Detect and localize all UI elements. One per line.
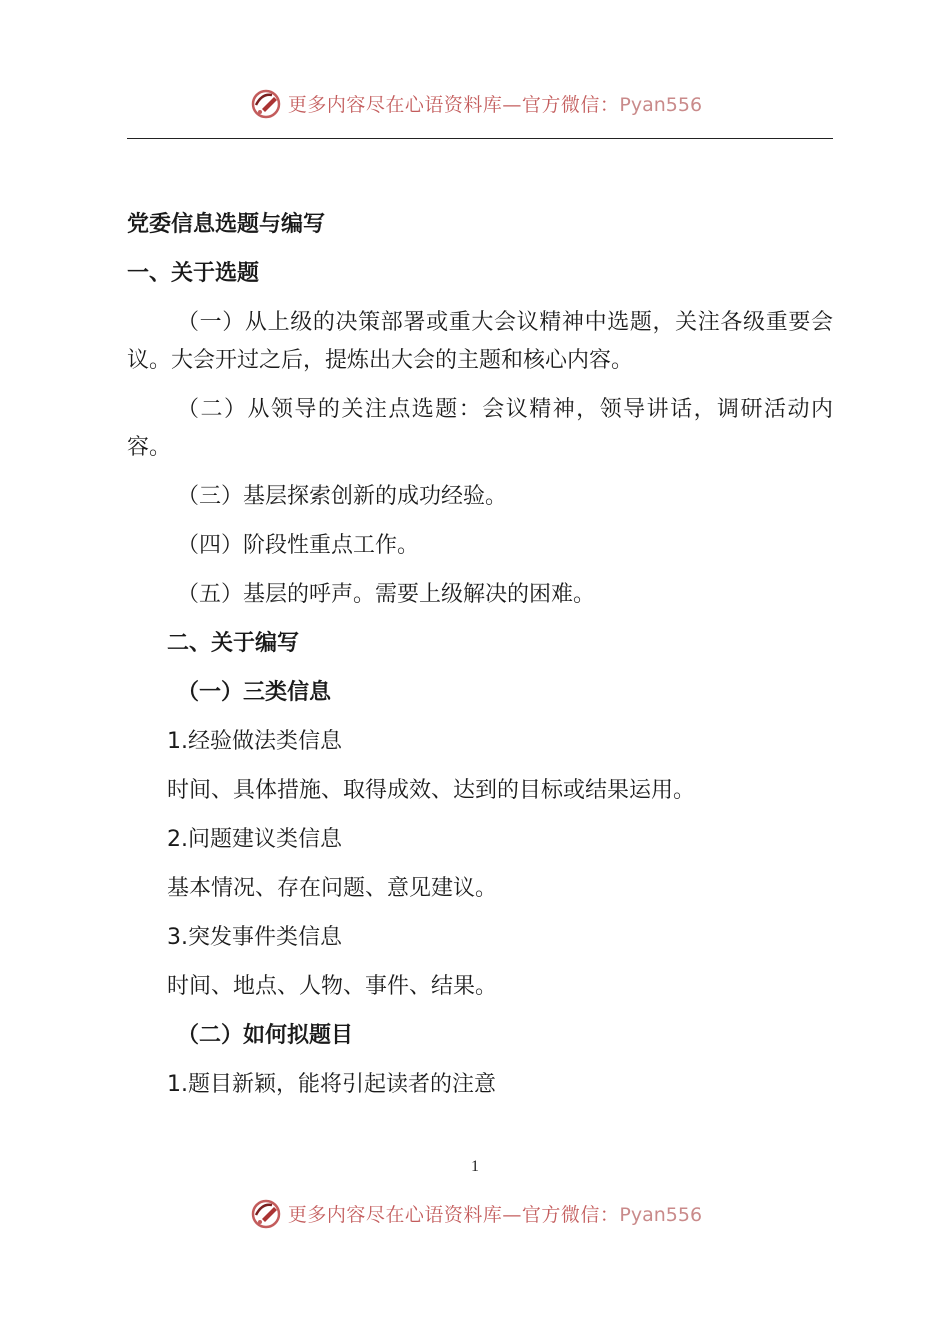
footer-wechat-id: Pyan556: [619, 1203, 703, 1226]
list-item-4: 1.题目新颖，能将引起读者的注意: [167, 1072, 496, 1097]
section-heading-1: 一、关于选题: [127, 261, 260, 286]
header-banner: [0, 81, 950, 125]
subheading-2: （二）如何拟题目: [177, 1023, 354, 1048]
footer-banner-text: [288, 1200, 702, 1227]
paragraph-1: （一）从上级的决策部署或重大会议精神中选题，关注各级重要会议。大会开过之后，提炼出大会的主题和核心内容。: [127, 310, 833, 373]
banner-content: [248, 85, 702, 121]
list-item-2: 2.问题建议类信息: [167, 827, 342, 852]
wechat-id: Pyan556: [619, 93, 703, 116]
footer-banner-label: 更多内容尽在心语资料库—官方微信：: [287, 1203, 620, 1226]
page-number: 1: [471, 1158, 479, 1175]
logo-icon: [248, 85, 284, 121]
list-item-3-desc: 时间、地点、人物、事件、结果。: [167, 974, 498, 999]
banner-label: 更多内容尽在心语资料库—官方微信：: [287, 93, 620, 116]
paragraph-3: （三）基层探索创新的成功经验。: [177, 484, 508, 509]
paragraph-4: （四）阶段性重点工作。: [177, 533, 420, 558]
list-item-1-desc: 时间、具体措施、取得成效、达到的目标或结果运用。: [167, 778, 696, 803]
document-body: [127, 206, 833, 1115]
footer-logo-icon: [248, 1195, 284, 1231]
paragraph-5: （五）基层的呼声。需要上级解决的困难。: [177, 582, 596, 607]
header-divider: [127, 138, 833, 139]
document-title: 党委信息选题与编写: [127, 212, 326, 237]
footer-banner-content: [248, 1195, 702, 1231]
section-heading-2: 二、关于编写: [167, 631, 300, 656]
footer-banner: [0, 1191, 950, 1235]
list-item-3: 3.突发事件类信息: [167, 925, 342, 950]
paragraph-2: （二）从领导的关注点选题：会议精神，领导讲话，调研活动内容。: [127, 397, 833, 460]
list-item-2-desc: 基本情况、存在问题、意见建议。: [167, 876, 498, 901]
subheading-1: （一）三类信息: [177, 680, 332, 705]
banner-text: [288, 90, 702, 117]
list-item-1: 1.经验做法类信息: [167, 729, 342, 754]
